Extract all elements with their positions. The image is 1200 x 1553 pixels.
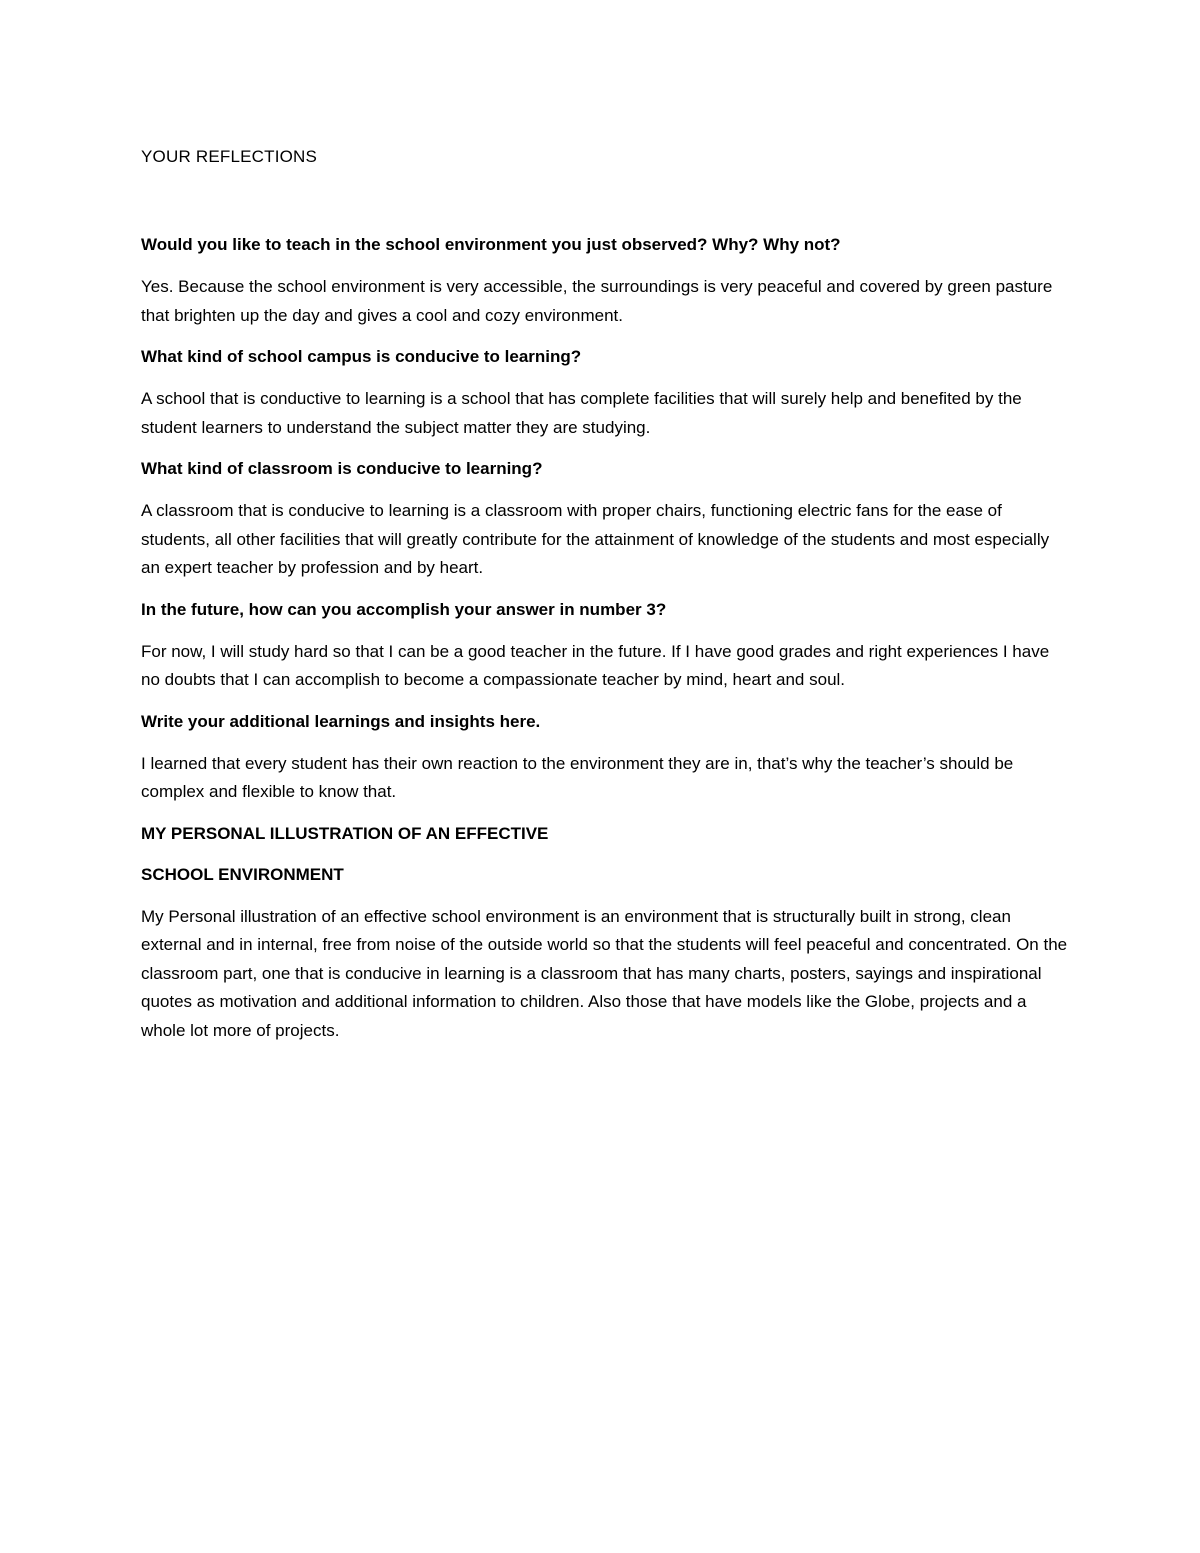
answer-3: A classroom that is conducive to learning is a classroom with proper chairs, functioning electric fans for the ease of students, all other facilities that will greatly contribute for the attainment of knowledge of the students and most especially an expert teacher by profession and by heart. [141,501,1050,577]
question-2: What kind of school campus is conducive to learning? [141,347,582,366]
answer-1: Yes. Because the school environment is very accessible, the surroundings is very peaceful and covered by green pasture that brighten up the day and gives a cool and cozy environment. [141,277,1053,325]
answer-4: For now, I will study hard so that I can be a good teacher in the future. If I have good grades and right experiences I have no doubts that I can accomplish to become a compassionate teacher by mind, heart and soul. [141,641,1050,689]
question-5: Write your additional learnings and insights here. [141,711,541,731]
document-body [141,144,1071,1059]
answer-5: I learned that every student has their own reaction to the environment they are in, that’s why the teacher’s should be complex and flexible to know that. [141,753,1014,801]
document-title: YOUR REFLECTIONS [141,147,318,166]
question-1: Would you like to teach in the school environment you just observed? Why? Why not? [141,235,841,254]
illustration-heading-line-1: MY PERSONAL ILLUSTRATION OF AN EFFECTIVE [141,823,549,843]
illustration-heading-line-2: SCHOOL ENVIRONMENT [141,864,344,884]
illustration-body: My Personal illustration of an effective school environment is an environment that is structurally built in strong, clean external and in internal, free from noise of the outside world so that the students will feel peaceful and concentrated. On the classroom part, one that is conducive in learning is a classroom that has many charts, posters, sayings and inspirational quotes as motivation and additional information to children. Also those that have models like the Globe, projects and a whole lot more of projects. [141,906,1068,1040]
question-3: What kind of classroom is conducive to learning? [141,459,543,478]
question-4: In the future, how can you accomplish your answer in number 3? [141,599,667,619]
answer-2: A school that is conductive to learning is a school that has complete facilities that will surely help and benefited by the student learners to understand the subject matter they are studying. [141,389,1022,437]
